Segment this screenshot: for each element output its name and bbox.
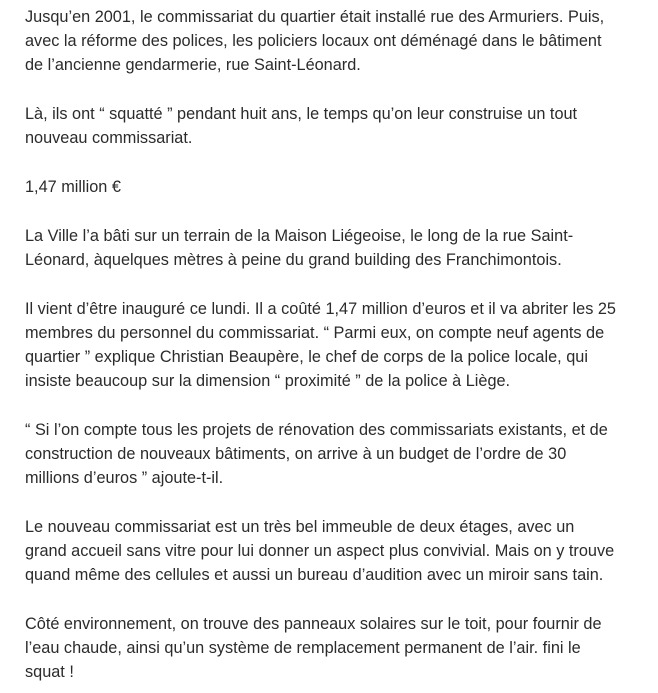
paragraph-history: Jusqu’en 2001, le commissariat du quartier était installé rue des Armuriers. Puis, avec la réforme des polices, les policiers locaux ont déménagé dans le bâtiment de l’ancienne gendarmerie, rue Saint-Léonard. — [25, 8, 605, 74]
paragraph-inauguration: Il vient d’être inauguré ce lundi. Il a coûté 1,47 million d’euros et il va abriter les 25 membres du personnel du commissariat. “ Parmi eux, on compte neuf agents de quartier ” explique Christian Beaupère, le chef de corps de la police locale, qui insiste beaucoup sur la dimension “ proximité ” de la police à Liège. — [25, 300, 616, 390]
paragraph-building: Le nouveau commissariat est un très bel immeuble de deux étages, avec un grand accueil sans vitre pour lui donner un aspect plus convivial. Mais on y trouve quand même des cellules et aussi un bureau d’audition avec un miroir sans tain. — [25, 518, 615, 584]
paragraph-budget-quote: “ Si l’on compte tous les projets de rénovation des commissariats existants, et de construction de nouveaux bâtiments, on arrive à un budget de l’ordre de 30 millions d’euros ” ajoute-t-il. — [25, 421, 608, 487]
paragraph-cost-heading: 1,47 million € — [25, 178, 121, 196]
paragraph-environment: Côté environnement, on trouve des panneaux solaires sur le toit, pour fournir de l’eau chaude, ainsi qu’un système de remplacement permanent de l’air. fini le squat ! — [25, 615, 602, 681]
paragraph-squat: Là, ils ont “ squatté ” pendant huit ans, le temps qu’on leur construise un tout nouveau commissariat. — [25, 105, 578, 147]
article-body — [25, 5, 645, 684]
paragraph-location: La Ville l’a bâti sur un terrain de la Maison Liégeoise, le long de la rue Saint- Léonard, àquelques mètres à peine du grand building des Franchimontois. — [25, 227, 574, 269]
